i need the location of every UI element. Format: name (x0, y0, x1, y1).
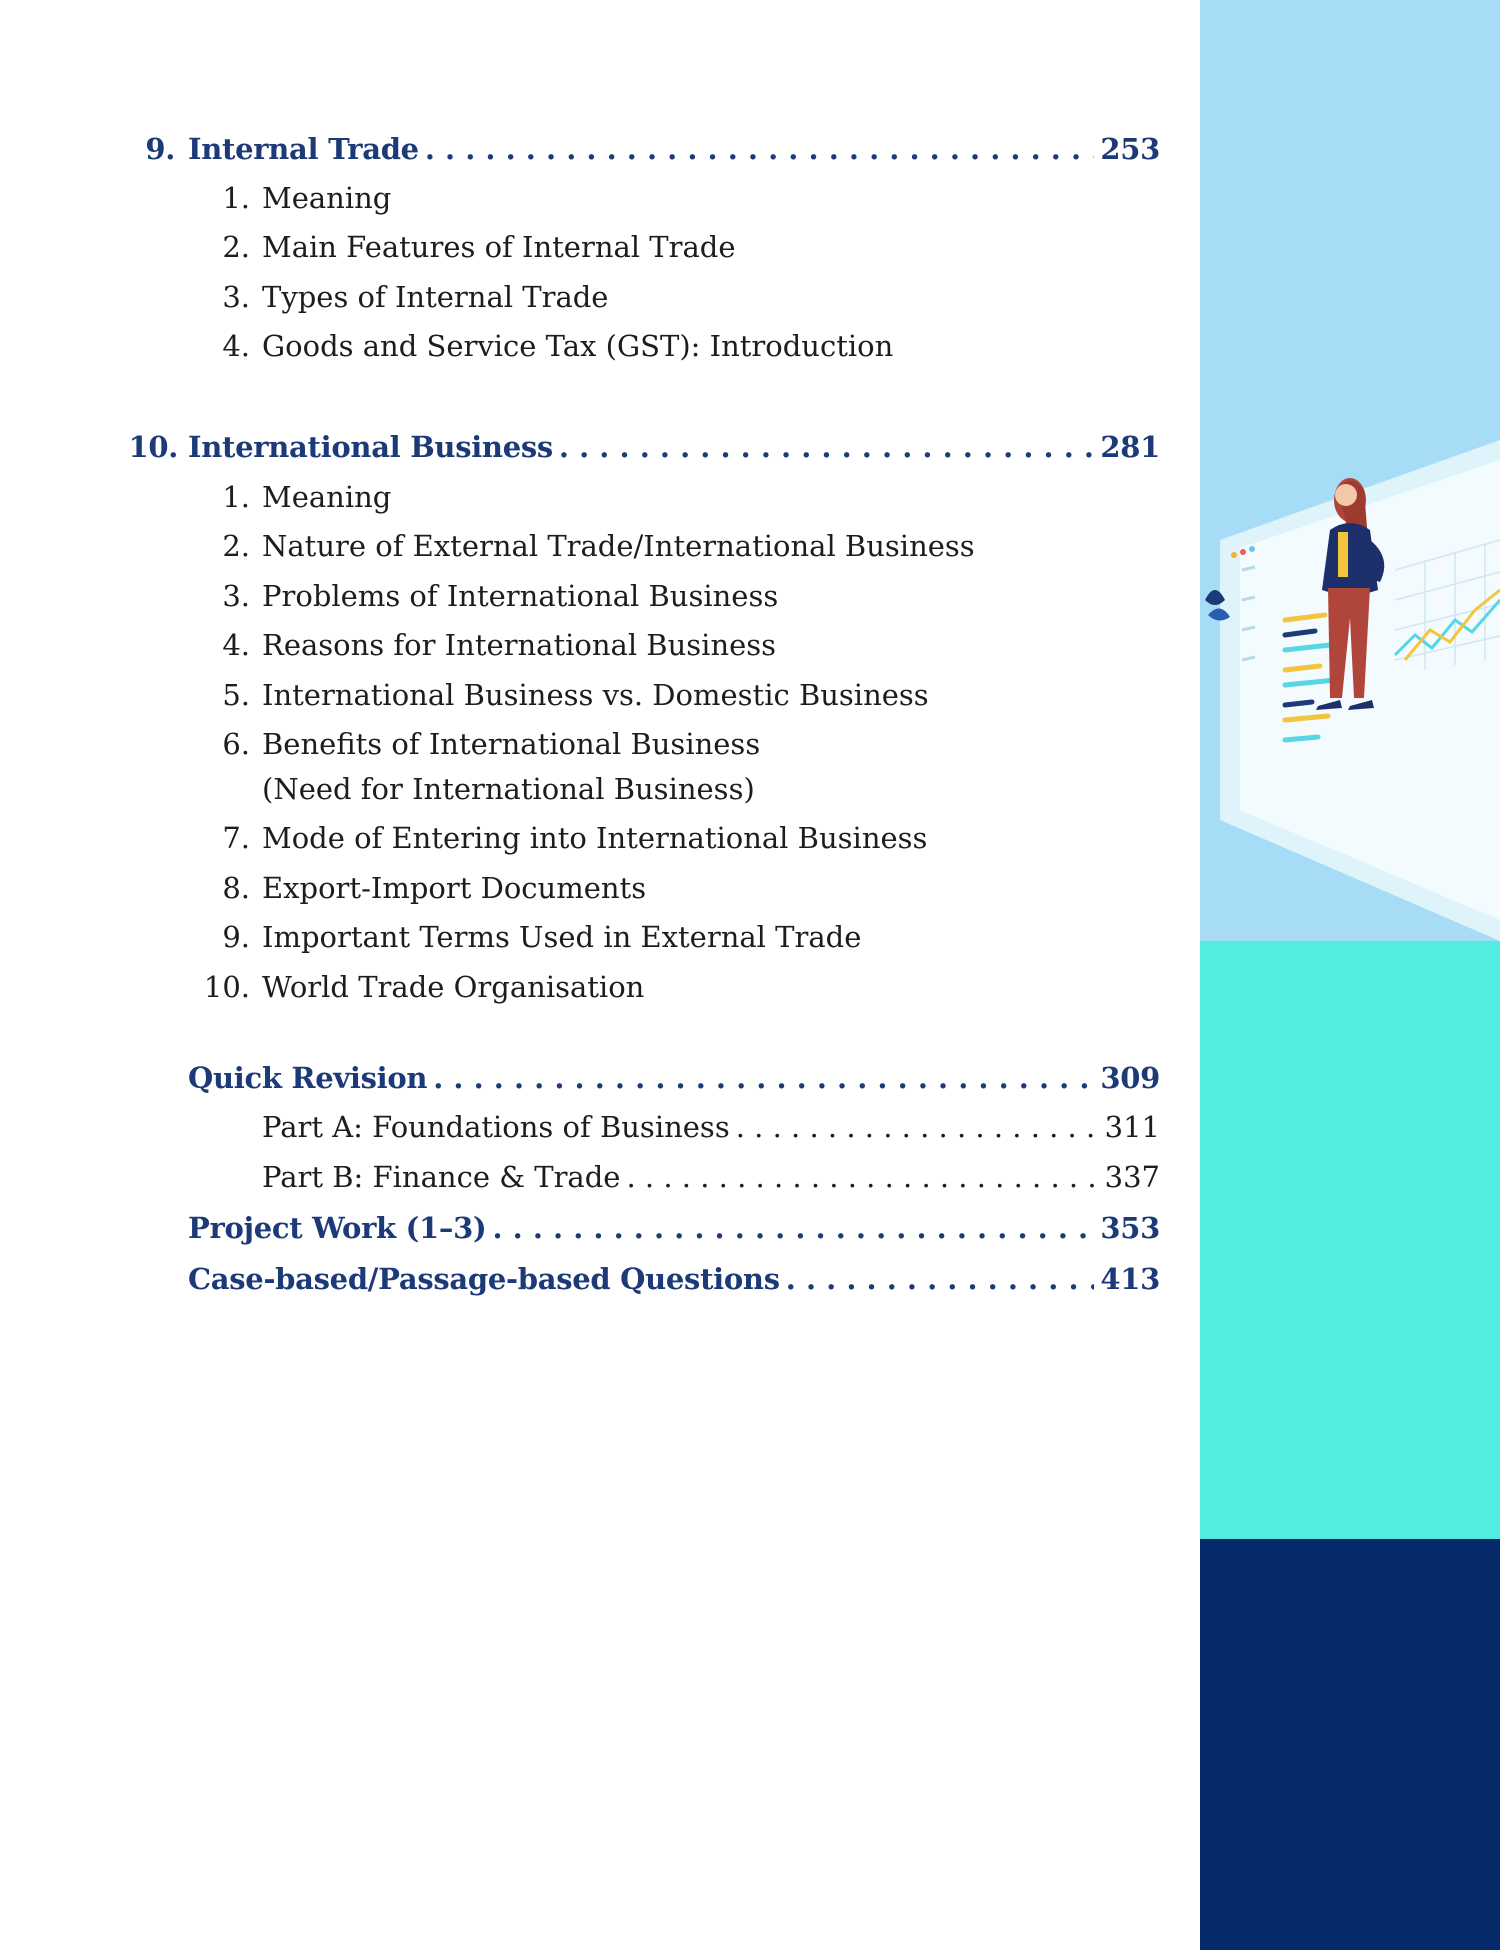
dot-leader (626, 1157, 1098, 1197)
side-band-navy (1200, 1539, 1500, 1950)
item-number: 3. (222, 280, 250, 314)
item-label: World Trade Organisation (262, 970, 645, 1004)
item-label: Problems of International Business (262, 579, 779, 613)
item-label: Important Terms Used in External Trade (262, 920, 862, 954)
item-number: 1. (222, 181, 250, 215)
item-label: Mode of Entering into International Business (262, 821, 928, 855)
item-number: 5. (222, 678, 250, 712)
chapter-title: International Business (188, 430, 553, 464)
item-label: International Business vs. Domestic Business (262, 678, 929, 712)
page-number: 413 (1100, 1262, 1160, 1296)
item-number: 1. (222, 480, 250, 514)
businesswoman-dashboard-illustration (1200, 420, 1500, 941)
section-title: Quick Revision (188, 1061, 428, 1095)
dot-leader (492, 1208, 1094, 1248)
page-number: 353 (1100, 1211, 1160, 1245)
dot-leader (559, 427, 1094, 467)
page-number: 337 (1104, 1160, 1160, 1194)
item-number: 3. (222, 579, 250, 613)
side-band-cyan (1200, 941, 1500, 1539)
item-number: 8. (222, 871, 250, 905)
item-label: Nature of External Trade/International Business (262, 529, 975, 563)
item-number: 4. (222, 628, 250, 662)
item-number: 10. (203, 970, 250, 1004)
item-label: Export-Import Documents (262, 871, 647, 905)
part-title: Part A: Foundations of Business (262, 1110, 730, 1144)
item-label: Main Features of Internal Trade (262, 230, 736, 264)
item-number: 6. (222, 727, 250, 761)
section-title: Case-based/Passage-based Questions (188, 1262, 780, 1296)
chapter-number: 10. (128, 430, 178, 464)
part-title: Part B: Finance & Trade (262, 1160, 621, 1194)
item-number: 2. (222, 529, 250, 563)
item-label: Meaning (262, 480, 392, 514)
page-number: 281 (1100, 430, 1160, 464)
item-label: Reasons for International Business (262, 628, 777, 662)
item-label: Goods and Service Tax (GST): Introduction (262, 329, 894, 363)
chapter-number: 9. (145, 132, 175, 166)
item-label: Meaning (262, 181, 392, 215)
page-number: 253 (1100, 132, 1160, 166)
page-number: 309 (1100, 1061, 1160, 1095)
item-number: 4. (222, 329, 250, 363)
item-number: 7. (222, 821, 250, 855)
item-number: 2. (222, 230, 250, 264)
dot-leader (736, 1107, 1099, 1147)
chapter-title: Internal Trade (188, 132, 419, 166)
item-label: (Need for International Business) (262, 772, 755, 806)
dot-leader (433, 1058, 1094, 1098)
dot-leader (786, 1259, 1095, 1299)
item-number: 9. (222, 920, 250, 954)
item-label: Benefits of International Business (262, 727, 761, 761)
section-title: Project Work (1–3) (188, 1211, 487, 1245)
page-number: 311 (1104, 1110, 1160, 1144)
item-label: Types of Internal Trade (262, 280, 609, 314)
dot-leader (425, 129, 1095, 169)
